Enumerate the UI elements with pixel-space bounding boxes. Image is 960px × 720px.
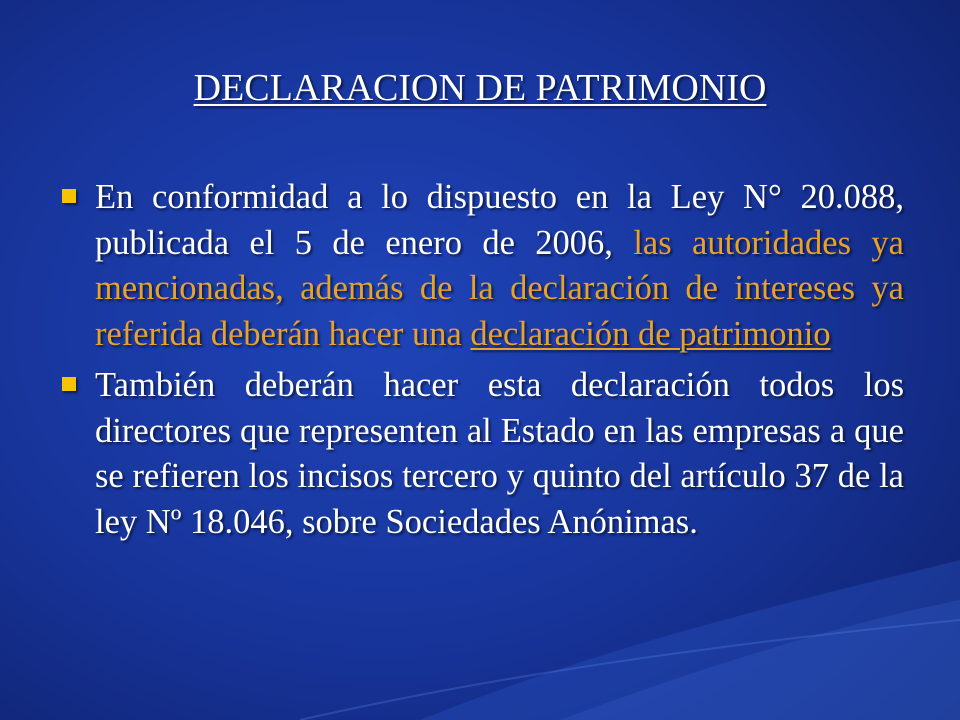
- bullet-text: [95, 363, 904, 545]
- bullet-text-highlight-underlined: declaración de patrimonio: [470, 314, 831, 353]
- bullet-list: [62, 175, 904, 551]
- bullet-item: [62, 363, 904, 545]
- square-bullet-icon: [62, 377, 76, 391]
- bullet-text-plain: En conformidad a lo dispuesto en la Ley N° 20.088, publicada el 5 de enero de 2006,: [95, 178, 904, 262]
- bullet-item: [62, 175, 904, 357]
- square-bullet-icon: [62, 189, 76, 203]
- bullet-text: [95, 175, 904, 357]
- slide-title: DECLARACION DE PATRIMONIO: [193, 67, 767, 109]
- bullet-text-plain: También deberán hacer esta declaración todos los directores que representen al Estado en las empresas a que se refieren los incisos tercero y quinto del artículo 37 de la ley Nº 18.046, sobre Sociedades Anónimas.: [95, 366, 904, 541]
- bullet-text-highlight: las autoridades ya mencionadas, además de la declaración de intereses ya referida deberán hacer una: [95, 223, 904, 353]
